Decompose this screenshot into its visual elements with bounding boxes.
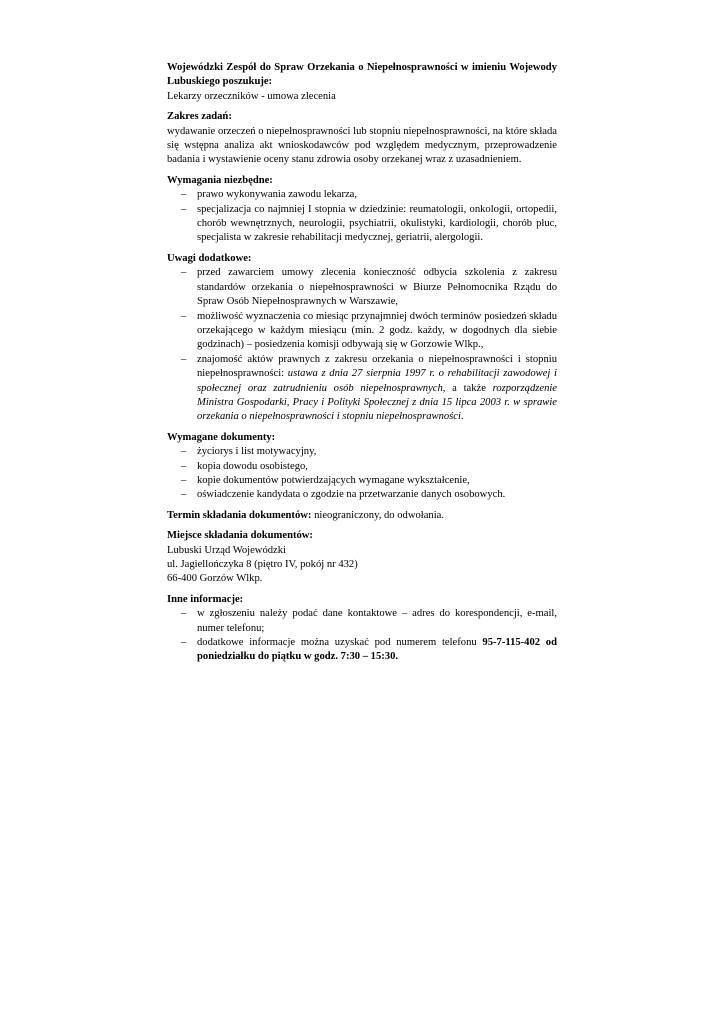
legal-act-citation: rozporządzenie Ministra Gospodarki, Pracy i Polityki Społecznej z dnia 15 lipca 2003 r. w sprawie orzekania o niepełnosprawności i stopniu niepełnosprawności bbox=[197, 382, 558, 423]
list-item bbox=[167, 460, 557, 474]
list-item-text: dodatkowe informacje można uzyskać pod numerem telefonu bbox=[197, 637, 483, 649]
legal-act-citation: ustawa z dnia 27 sierpnia 1997 r. o rehabilitacji zawodowej i społecznej oraz zatrudnieniu osób niepełnosprawnych bbox=[197, 368, 557, 394]
list-item-text: kopia dowodu osobistego, bbox=[197, 460, 308, 472]
wymagania-list bbox=[167, 188, 557, 246]
list-item-text: możliwość wyznaczenia co miesiąc przynajmniej dwóch terminów posiedzeń składu orzekającego w każdym miesiącu (min. 2 godz. każdy, w dogodnych dla siebie godzinach) – posiedzenia komisji odbywają się w Gorzowie Wlkp., bbox=[197, 310, 557, 351]
address-line: ul. Jagiellończyka 8 (piętro IV, pokój nr 432) bbox=[167, 559, 358, 570]
document-page bbox=[167, 61, 557, 665]
inne-list bbox=[167, 607, 557, 665]
dash-bullet: – bbox=[181, 353, 187, 365]
dash-bullet: – bbox=[181, 474, 187, 486]
address-line: 66-400 Gorzów Wlkp. bbox=[167, 573, 263, 585]
list-item bbox=[167, 310, 557, 353]
termin-value: nieograniczony, do odwołania. bbox=[311, 509, 445, 521]
zakres-text: wydawanie orzeczeń o niepełnosprawności lub stopniu niepełnosprawności, na które składa się wstępna analiza akt wnioskodawców pod względem medycznym, przeprowadzenie badania i wystawienie oceny stanu zdrowia osoby orzekanej wraz z uzasadnieniem. bbox=[167, 125, 557, 166]
list-item-text: kopie dokumentów potwierdzających wymagane wykształcenie, bbox=[197, 474, 470, 486]
list-item bbox=[167, 636, 557, 665]
dash-bullet: – bbox=[181, 637, 187, 649]
dash-bullet: – bbox=[181, 608, 187, 620]
dokumenty-list bbox=[167, 445, 557, 503]
list-item bbox=[167, 188, 557, 202]
document-subtitle: Lekarzy orzeczników - umowa zlecenia bbox=[167, 90, 336, 102]
dash-bullet: – bbox=[181, 203, 187, 215]
list-item-text: , a także bbox=[442, 382, 486, 394]
termin-line bbox=[167, 509, 557, 523]
list-item-text: znajomość aktów prawnych z zakresu orzekania o niepełnosprawności i stopniu niepełnosprawności: bbox=[197, 353, 557, 380]
list-item bbox=[167, 488, 557, 502]
phone-and-hours: 95-7-115-402 od poniedziałku do piątku w godz. 7:30 – 15:30 bbox=[197, 637, 557, 663]
section-title-miejsce: Miejsce składania dokumentów: bbox=[167, 530, 313, 542]
list-item bbox=[167, 266, 557, 309]
section-title-uwagi: Uwagi dodatkowe: bbox=[167, 252, 252, 264]
termin-label: Termin składania dokumentów: bbox=[167, 509, 312, 521]
list-item bbox=[167, 474, 557, 488]
document-title: Wojewódzki Zespół do Spraw Orzekania o Niepełnosprawności w imieniu Wojewody Lubuskiego poszukuje: bbox=[167, 62, 557, 88]
list-item-text: . bbox=[460, 411, 464, 423]
uwagi-list bbox=[167, 266, 557, 424]
list-item-text: w zgłoszeniu należy podać dane kontaktowe – adres do korespondencji, e-mail, numer telefonu; bbox=[197, 608, 557, 634]
dash-bullet: – bbox=[181, 310, 187, 322]
list-item-text: życiorys i list motywacyjny, bbox=[197, 446, 317, 458]
list-item-text: przed zawarciem umowy zlecenia konieczność odbycia szkolenia z zakresu standardów orzekania o niepełnosprawności w Biurze Pełnomocnika Rządu do Spraw Osób Niepełnosprawnych w Warszawie, bbox=[197, 267, 557, 308]
list-item bbox=[167, 445, 557, 459]
list-item bbox=[167, 607, 557, 636]
section-title-wymagania: Wymagania niezbędne: bbox=[167, 174, 273, 186]
dash-bullet: – bbox=[181, 489, 187, 501]
list-item-text: . bbox=[395, 651, 399, 663]
dash-bullet: – bbox=[181, 446, 187, 458]
dash-bullet: – bbox=[181, 267, 187, 279]
list-item-text: oświadczenie kandydata o zgodzie na przetwarzanie danych osobowych. bbox=[197, 489, 506, 501]
address-line: Lubuski Urząd Wojewódzki bbox=[167, 544, 286, 556]
section-title-dokumenty: Wymagane dokumenty: bbox=[167, 431, 276, 443]
list-item bbox=[167, 203, 557, 246]
dash-bullet: – bbox=[181, 460, 187, 472]
address-block bbox=[167, 544, 557, 587]
dash-bullet: – bbox=[181, 189, 187, 201]
section-title-zakres: Zakres zadań: bbox=[167, 111, 232, 123]
list-item-text: prawo wykonywania zawodu lekarza, bbox=[197, 189, 358, 201]
list-item-text: specjalizacja co najmniej I stopnia w dziedzinie: reumatologii, onkologii, ortopedii, chorób wewnętrznych, neurologii, psychiatrii, okulistyki, kardiologii, chorób płuc, specjalista w zakresie rehabilitacji medycznej, geriatrii, alergologii. bbox=[197, 203, 557, 244]
list-item bbox=[167, 353, 557, 425]
section-title-inne: Inne informacje: bbox=[167, 593, 244, 605]
